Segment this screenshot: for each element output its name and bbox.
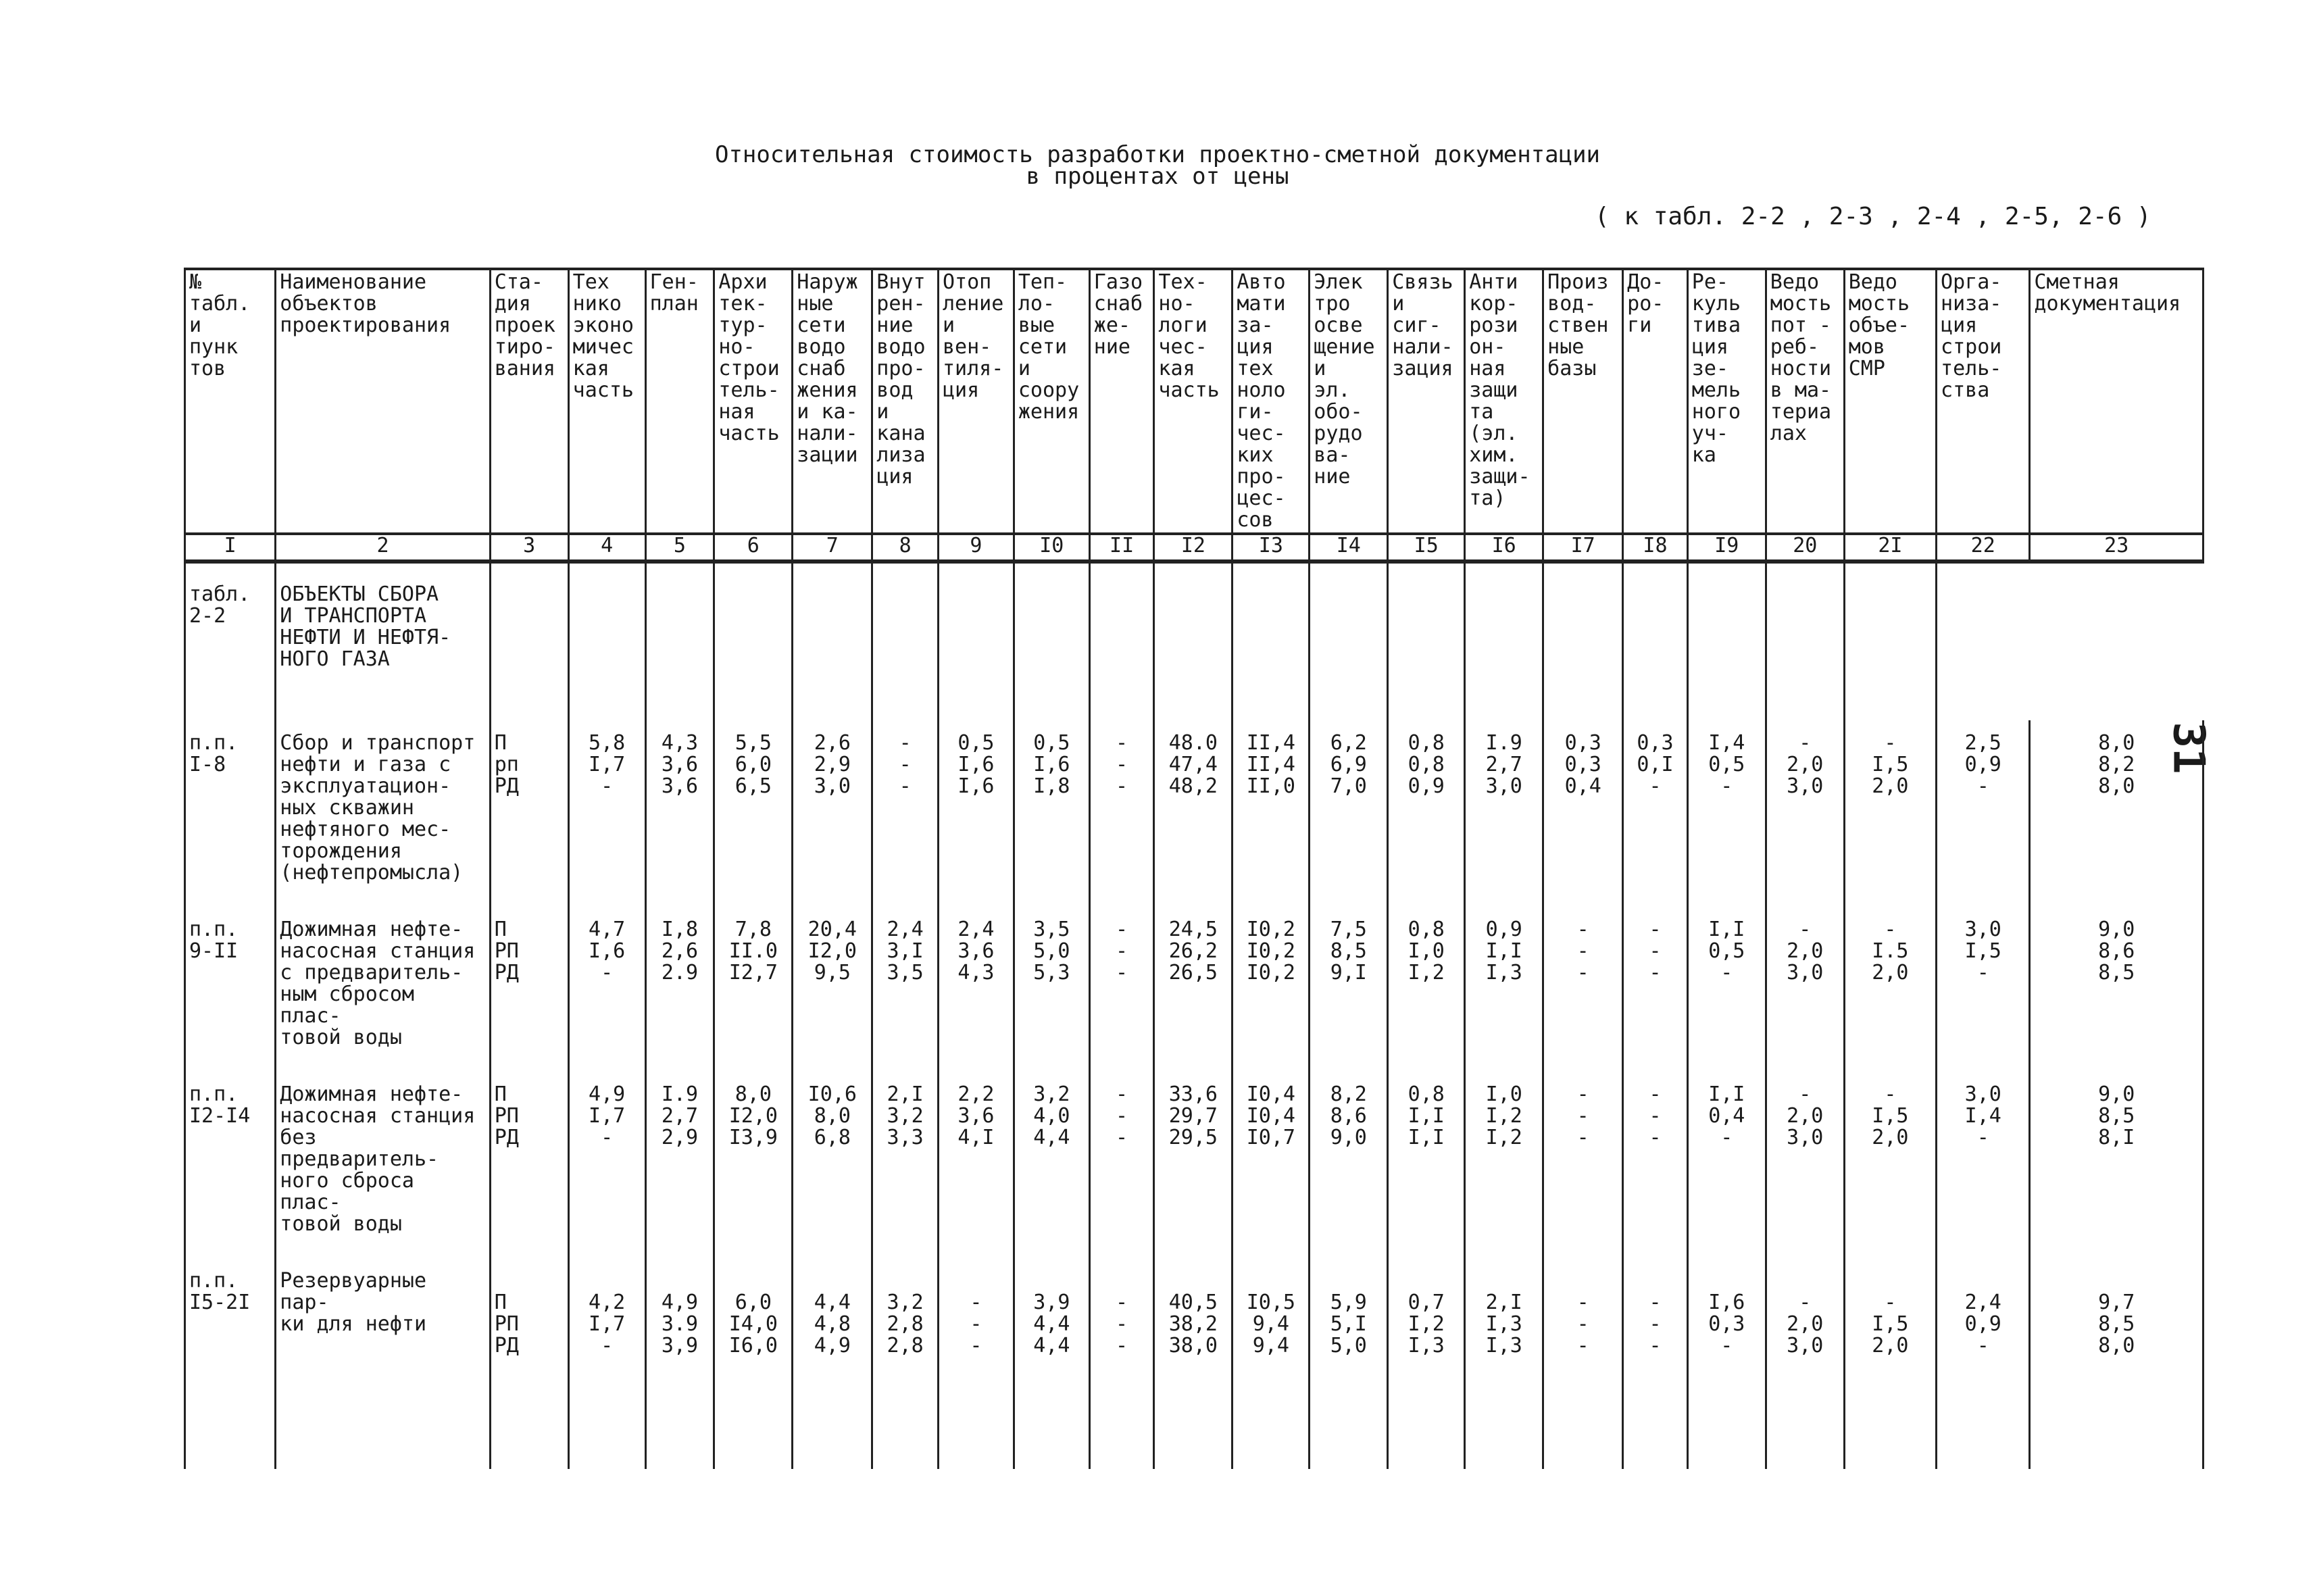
col-header-tech-econ: Тех нико эконо мичес кая часть [568, 269, 645, 534]
cell: 8,0 8,2 8,0 [2030, 720, 2204, 907]
col-number: 22 [1937, 534, 2030, 562]
table-row [185, 1258, 2204, 1469]
cost-table [184, 268, 2204, 1469]
cell: 7,8 II.0 I2,7 [714, 907, 793, 1072]
col-header-architecture: Архи тек- тур- но- строи тель- ная часть [714, 269, 793, 534]
cell: 5,9 5,I 5,0 [1310, 1258, 1388, 1469]
row-ref: п.п. I-8 [185, 720, 276, 907]
col-number: 7 [793, 534, 872, 562]
cell: 0,5 I,6 I,6 [938, 720, 1014, 907]
cell: - I.5 2,0 [1844, 907, 1936, 1072]
section-ref: табл. 2-2 [185, 562, 276, 720]
row-name: Дожимная нефте- насосная станция с предваритель- ным сбросом плас- товой воды [276, 907, 490, 1072]
cell: 2,6 2,9 3,0 [793, 720, 872, 907]
col-number: I8 [1623, 534, 1688, 562]
col-number: I9 [1687, 534, 1766, 562]
col-header-automation: Авто мати за- ция тех ноло ги- чес- ких про- цес- сов [1233, 269, 1310, 534]
table-row [185, 907, 2204, 1072]
cell: 4,9 3.9 3,9 [645, 1258, 714, 1469]
row-name: Дожимная нефте- насосная станция без предваритель- ного сброса плас- товой воды [276, 1072, 490, 1258]
cell: 2,4 3,I 3,5 [872, 907, 939, 1072]
cell: 40,5 38,2 38,0 [1154, 1258, 1233, 1469]
cell: 6,0 I4,0 I6,0 [714, 1258, 793, 1469]
cell: 2,4 3,6 4,3 [938, 907, 1014, 1072]
cell: 33,6 29,7 29,5 [1154, 1072, 1233, 1258]
cell: 2,4 0,9 - [1937, 1258, 2030, 1469]
col-number: 6 [714, 534, 793, 562]
cell: - - - [872, 720, 939, 907]
cell: 2,5 0,9 - [1937, 720, 2030, 907]
cell: 20,4 I2,0 9,5 [793, 907, 872, 1072]
cell: I,0 I,2 I,2 [1465, 1072, 1543, 1258]
cell: 0,7 I,2 I,3 [1388, 1258, 1465, 1469]
col-header-estimate: Сметная документация [2030, 269, 2204, 534]
cell: 0,5 I,6 I,8 [1014, 720, 1089, 907]
col-number: II [1089, 534, 1154, 562]
col-number: 3 [490, 534, 568, 562]
cell: - 2,0 3,0 [1766, 720, 1844, 907]
cell: 3,5 5,0 5,3 [1014, 907, 1089, 1072]
col-number: 9 [938, 534, 1014, 562]
col-header-materials: Ведо мость пот - реб- ности в ма- териа лах [1766, 269, 1844, 534]
cell: 24,5 26,2 26,5 [1154, 907, 1233, 1072]
cell: 3,0 I,4 - [1937, 1072, 2030, 1258]
cell: 0,8 I,0 I,2 [1388, 907, 1465, 1072]
col-header-volumes: Ведо мость объе- мов СМР [1844, 269, 1936, 534]
cell: I0,5 9,4 9,4 [1233, 1258, 1310, 1469]
cell: 9,0 8,5 8,I [2030, 1072, 2204, 1258]
cell: 4,4 4,8 4,9 [793, 1258, 872, 1469]
document-title: Относительная стоимость разработки проектно-сметной документации [714, 141, 1601, 168]
cell: - - - [1543, 1072, 1623, 1258]
cell: - 2,0 3,0 [1766, 907, 1844, 1072]
cell: 4,2 I,7 - [568, 1258, 645, 1469]
cell: - - - [1089, 1072, 1154, 1258]
cell: - - - [1543, 1258, 1623, 1469]
row-name: Резервуарные пар- ки для нефти [276, 1258, 490, 1469]
col-header-ref: № табл. и пунк тов [185, 269, 276, 534]
cell: 0,8 0,8 0,9 [1388, 720, 1465, 907]
col-number: I6 [1465, 534, 1543, 562]
cell: 9,7 8,5 8,0 [2030, 1258, 2204, 1469]
cell: 2,2 3,6 4,I [938, 1072, 1014, 1258]
col-header-outer-water: Наруж ные сети водо снаб жения и ка- нали- зации [793, 269, 872, 534]
cell: 5,8 I,7 - [568, 720, 645, 907]
col-header-organization: Орга- низа- ция строи тель- ства [1937, 269, 2030, 534]
col-number: I2 [1154, 534, 1233, 562]
col-number: I3 [1233, 534, 1310, 562]
cell: I,4 0,5 - [1687, 720, 1766, 907]
col-number: 2I [1844, 534, 1936, 562]
col-header-inner-water: Внут рен- ние водо про- вод и кана лиза ция [872, 269, 939, 534]
cell: 2,I 3,2 3,3 [872, 1072, 939, 1258]
cell: - - - [1623, 1072, 1688, 1258]
cell: 48.0 47,4 48,2 [1154, 720, 1233, 907]
cell: I,I 0,5 - [1687, 907, 1766, 1072]
column-number-row [185, 534, 2204, 562]
table-row [185, 720, 2204, 907]
cell: 3,0 I,5 - [1937, 907, 2030, 1072]
cell: 0,3 0,3 0,4 [1543, 720, 1623, 907]
col-number: I7 [1543, 534, 1623, 562]
col-number: 4 [568, 534, 645, 562]
cell: 6,2 6,9 7,0 [1310, 720, 1388, 907]
col-number: I0 [1014, 534, 1089, 562]
col-header-name: Наименование объектов проектирования [276, 269, 490, 534]
col-header-recultivation: Ре- куль тива ция зе- мель ного уч- ка [1687, 269, 1766, 534]
cell: - - - [1623, 1258, 1688, 1469]
cell: - 2,0 3,0 [1766, 1258, 1844, 1469]
cell: 0,8 I,I I,I [1388, 1072, 1465, 1258]
cell: - - - [1089, 1258, 1154, 1469]
col-header-anticorrosion: Анти кор- рози он- ная защи та (эл. хим. защи- та) [1465, 269, 1543, 534]
col-header-heating: Отоп ление и вен- тиля- ция [938, 269, 1014, 534]
cell: 4,7 I,6 - [568, 907, 645, 1072]
cell: 3,9 4,4 4,4 [1014, 1258, 1089, 1469]
section-name: ОБЪЕКТЫ СБОРА И ТРАНСПОРТА НЕФТИ И НЕФТЯ- НОГО ГАЗА [276, 562, 490, 720]
table-row [185, 1072, 2204, 1258]
cell: I,6 0,3 - [1687, 1258, 1766, 1469]
cell: 0,9 I,I I,3 [1465, 907, 1543, 1072]
col-number: 2 [276, 534, 490, 562]
cell: I0,4 I0,4 I0,7 [1233, 1072, 1310, 1258]
col-header-genplan: Ген- план [645, 269, 714, 534]
cell: - I,5 2,0 [1844, 1072, 1936, 1258]
cell: 3,2 4,0 4,4 [1014, 1072, 1089, 1258]
cell: I0,6 8,0 6,8 [793, 1072, 872, 1258]
col-number: I4 [1310, 534, 1388, 562]
cell: 8,0 I2,0 I3,9 [714, 1072, 793, 1258]
cell: 3,2 2,8 2,8 [872, 1258, 939, 1469]
col-number: I [185, 534, 276, 562]
cell: 2,I I,3 I,3 [1465, 1258, 1543, 1469]
col-number: 8 [872, 534, 939, 562]
row-stages: П РП РД [490, 1258, 568, 1469]
cell: - I,5 2,0 [1844, 1258, 1936, 1469]
section-row [185, 562, 2204, 720]
cell: I.9 2,7 2,9 [645, 1072, 714, 1258]
cell: - - - [1089, 907, 1154, 1072]
cell: 7,5 8,5 9,I [1310, 907, 1388, 1072]
cell: I,8 2,6 2.9 [645, 907, 714, 1072]
col-header-gas: Газо снаб же- ние [1089, 269, 1154, 534]
row-ref: п.п. I2-I4 [185, 1072, 276, 1258]
cell: I,I 0,4 - [1687, 1072, 1766, 1258]
cell: - - - [1089, 720, 1154, 907]
cell: 8,2 8,6 9,0 [1310, 1072, 1388, 1258]
cell: 4,3 3,6 3,6 [645, 720, 714, 907]
cell: - - - [1543, 907, 1623, 1072]
cell: 5,5 6,0 6,5 [714, 720, 793, 907]
header-row [185, 269, 2204, 534]
page-number: 31 [2163, 722, 2214, 774]
row-ref: п.п. I5-2I [185, 1258, 276, 1469]
col-header-stage: Ста- дия проек тиро- вания [490, 269, 568, 534]
row-ref: п.п. 9-II [185, 907, 276, 1072]
col-header-technology: Тех- но- логи чес- кая часть [1154, 269, 1233, 534]
col-number: 20 [1766, 534, 1844, 562]
cell: - - - [1623, 907, 1688, 1072]
row-stages: П РП РД [490, 1072, 568, 1258]
cell: - I,5 2,0 [1844, 720, 1936, 907]
col-number: I5 [1388, 534, 1465, 562]
cell: 0,3 0,I - [1623, 720, 1688, 907]
row-stages: П рп РД [490, 720, 568, 907]
cell: 4,9 I,7 - [568, 1072, 645, 1258]
row-stages: П РП РД [490, 907, 568, 1072]
col-header-communication: Связь и сиг- нали- зация [1388, 269, 1465, 534]
col-header-electrical: Элек тро осве щение и эл. обо- рудо ва- ние [1310, 269, 1388, 534]
document-subtitle: в процентах от цены [1026, 163, 1289, 190]
cell: I.9 2,7 3,0 [1465, 720, 1543, 907]
col-header-production-bases: Произ вод- ствен ные базы [1543, 269, 1623, 534]
row-name: Сбор и транспорт нефти и газа с эксплуатацион- ных скважин нефтяного мес- торождения (нефтепромысла) [276, 720, 490, 907]
cell: I0,2 I0,2 I0,2 [1233, 907, 1310, 1072]
table-reference: ( к табл. 2-2 , 2-3 , 2-4 , 2-5, 2-6 ) [1595, 203, 2151, 230]
cell: 9,0 8,6 8,5 [2030, 907, 2204, 1072]
col-header-heat-networks: Теп- ло- вые сети и соору жения [1014, 269, 1089, 534]
col-header-roads: До- ро- ги [1623, 269, 1688, 534]
col-number: 5 [645, 534, 714, 562]
cell: II,4 II,4 II,0 [1233, 720, 1310, 907]
col-number: 23 [2030, 534, 2204, 562]
cell: - 2,0 3,0 [1766, 1072, 1844, 1258]
cell: - - - [938, 1258, 1014, 1469]
